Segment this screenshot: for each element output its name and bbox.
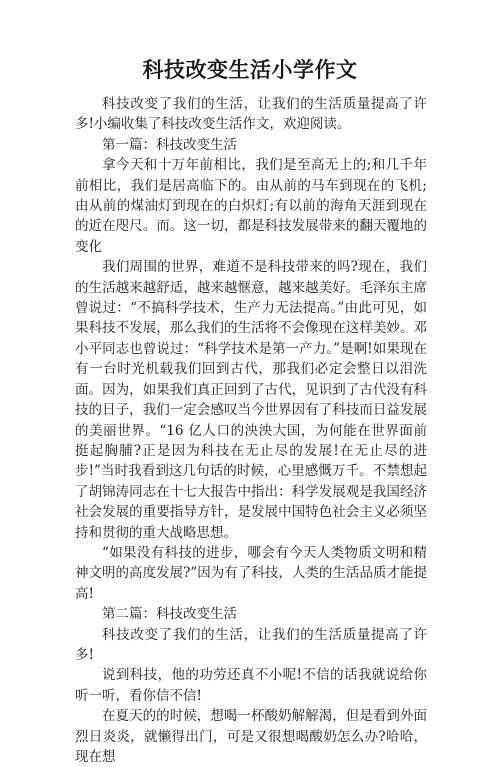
body-paragraph: “如果没有科技的进步，哪会有今天人类物质文明和精神文明的高度发展?”因为有了科技，人类的生活品质才能提高! — [75, 544, 427, 602]
document-title: 科技改变生活小学作文 — [142, 57, 358, 82]
body-paragraph: 科技改变了我们的生活，让我们的生活质量提高了许多! — [75, 626, 427, 663]
body-paragraph: 在夏天的的时候，想喝一杯酸奶解解渴，但是看到外面烈日炎炎，就懒得出门，可是又很想喝酸奶怎么办?哈哈，现在想 — [75, 708, 427, 765]
body-paragraph: 拿今天和十万年前相比，我们是至高无上的;和几千年前相比，我们是居高临下的。由从前的马车到现在的飞机;由从前的煤油灯到现在的白炽灯;有以前的海角天涯到现在的近在咫尺。而。这一切，都是科技发展带来的翻天覆地的变化 — [75, 157, 427, 255]
section-heading-2: 第二篇：科技改变生活 — [102, 606, 237, 623]
intro-paragraph: 科技改变了我们的生活，让我们的生活质量提高了许多!小编收集了科技改变生活作文，欢迎阅读。 — [75, 96, 427, 133]
document-body — [75, 94, 427, 767]
body-paragraph: 说到科技，他的功劳还真不小呢!不信的话我就说给你听一听，看你信不信! — [75, 667, 427, 704]
body-paragraph: 我们周围的世界，难道不是科技带来的吗?现在，我们的生活越来越舒适，越来越惬意，越来越美好。毛泽东主席曾说过：“不搞科学技术，生产力无法提高。”由此可见，如果科技不发展，那么我们的生活将不会像现在这样美妙。邓小平同志也曾说过：“科学技术是第一产力。”是啊!如果现在有一台时光机载我们回到古代，那我们必定会整日以泪洗面。因为，如果我们真正回到了古代，见识到了古代没有科技的日子，我们一定会感叹当今世界因有了科技而日益发展的美丽世界。“16 亿人口的泱泱大国，为何能在世界面前挺起胸脯?正是因为科技在无止尽的发展!在无止尽的进步!”当时我看到这几句话的时候，心里感慨万千。不禁想起了胡锦涛同志在十七大报告中指出：科学发展观是我国经济社会发展的重要指导方针，是发展中国特色社会主义必须坚持和贯彻的重大战略思想。 — [75, 259, 427, 541]
section-heading-1: 第一篇：科技改变生活 — [102, 136, 237, 153]
